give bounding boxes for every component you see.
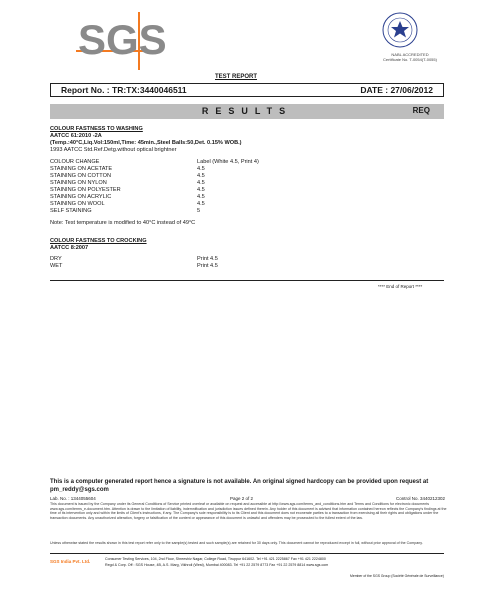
crocking-row-value: Print 4.5: [197, 256, 218, 262]
footer-disclaimer: This is a computer generated report hence a signature is not available. An original signed hardcopy can be provided upon request at pm_reddy@sgs.com: [50, 479, 429, 493]
accreditation-text: NABL ACCREDITED Certificate No. T-0054(T-0055): [383, 52, 437, 62]
crocking-row-value: Print 4.5: [197, 263, 218, 269]
report-number-box: [50, 83, 444, 97]
end-of-report: **** End of Report ****: [378, 284, 423, 289]
footer-address-2: Regd & Corp. Off : SGS House, 4B, A.S. Marg, Vikhroli (West), Mumbai 400083. Tel +91 22 2579 8773 Fax +91 22 2579 8814 www.sgs.com: [105, 563, 329, 567]
washing-row-value: 4.5: [197, 201, 205, 207]
report-number: Report No. : TR:TX:3440046511: [61, 85, 187, 95]
washing-row-value: 4.5: [197, 166, 205, 172]
nabl-seal-icon: [382, 12, 418, 48]
washing-row-label: STAINING ON WOOL: [50, 201, 105, 207]
washing-row-label: STAINING ON NYLON: [50, 180, 107, 186]
control-number: Control No. 3440212302: [396, 496, 446, 501]
washing-row-value: 4.5: [197, 194, 205, 200]
washing-row-label: STAINING ON ACETATE: [50, 166, 113, 172]
washing-conditions: (Temp.:40°C,Liq.Vol:150ml,Time: 45min.,Steel Balls:50,Det. 0.15% WOB.): [50, 140, 242, 146]
doc-title: TEST REPORT: [215, 74, 258, 80]
washing-row-value: 4.5: [197, 173, 205, 179]
footer-member: Member of the SGS Group (Société Générale de Surveillance): [350, 574, 444, 578]
crocking-row-label: DRY: [50, 256, 62, 262]
page-number: Page 2 of 2: [230, 496, 254, 501]
legal-text-2: Unless otherwise stated the results shown in this test report refer only to the sample(s) tested and such sample(s) are retained for 30 days only. This document cannot be reproduced except in full, without prior approval of the Company.: [50, 541, 423, 545]
crocking-row-label: WET: [50, 263, 63, 269]
washing-detergent: 1993 AATCC Std.Ref.Detg.without optical brightner: [50, 147, 177, 153]
washing-row-value: 5: [197, 208, 201, 214]
results-bar: [50, 104, 444, 119]
logo-text: SGS: [78, 16, 167, 63]
washing-row-label: STAINING ON ACRYLIC: [50, 194, 112, 200]
crocking-method: AATCC 8:2007: [50, 245, 89, 251]
washing-row-value: 4.5: [197, 187, 205, 193]
washing-note: Note: Test temperature is modified to 40°C instead of 49°C: [50, 220, 196, 226]
crocking-heading: COLOUR FASTNESS TO CROCKING: [50, 238, 147, 244]
washing-row-label: COLOUR CHANGE: [50, 159, 100, 165]
req-label: REQ: [412, 106, 430, 115]
washing-row-label: SELF STAINING: [50, 208, 92, 214]
footer-brand: SGS India Pvt. Ltd.: [50, 559, 91, 564]
footer-divider: [50, 553, 444, 554]
washing-row-value: Label (White 4.5, Print 4): [197, 159, 259, 165]
report-date: DATE : 27/06/2012: [360, 85, 433, 95]
footer-address-1: Consumer Testing Services, 104, 2nd Floor, Shreeshiv Nagar, College Road, Tiruppur 641602. Tel +91 421 2225867 Fax +91 421 2224800: [105, 557, 326, 561]
results-title: RESULTS: [201, 106, 293, 116]
washing-row-label: STAINING ON COTTON: [50, 173, 112, 179]
washing-method: AATCC 61:2010 -2A: [50, 133, 102, 139]
lab-no: Lab. No. : 1344055604: [50, 496, 96, 501]
legal-text: This document is issued by the Company under its General Conditions of Service printed overleaf or available on request and accessible at http://www.sgs.com/terms_and_conditions.htm and Terms and Conditions for electronic documents www.sgs.com/terms_e-document.htm. Attention is drawn to the limitation of liability, indemnification and jurisdiction issues defined therein. Any holder of this document is advised that information contained hereon reflects the Company's findings at the time of its intervention only and within the limits of Client's instructions, if any. The Company's sole responsibility is to its Client and this document does not exonerate parties to a transaction from exercising all their rights and obligations under the transaction documents. Any unauthorized alteration, forgery or falsification of the content or appearance of this document is unlawful and offenders may be prosecuted to the fullest extent of the law.: [50, 502, 447, 520]
washing-heading: COLOUR FASTNESS TO WASHING: [50, 126, 143, 132]
washing-row-value: 4.5: [197, 180, 205, 186]
divider: [50, 280, 444, 281]
washing-row-label: STAINING ON POLYESTER: [50, 187, 121, 193]
sgs-logo: [76, 12, 167, 64]
